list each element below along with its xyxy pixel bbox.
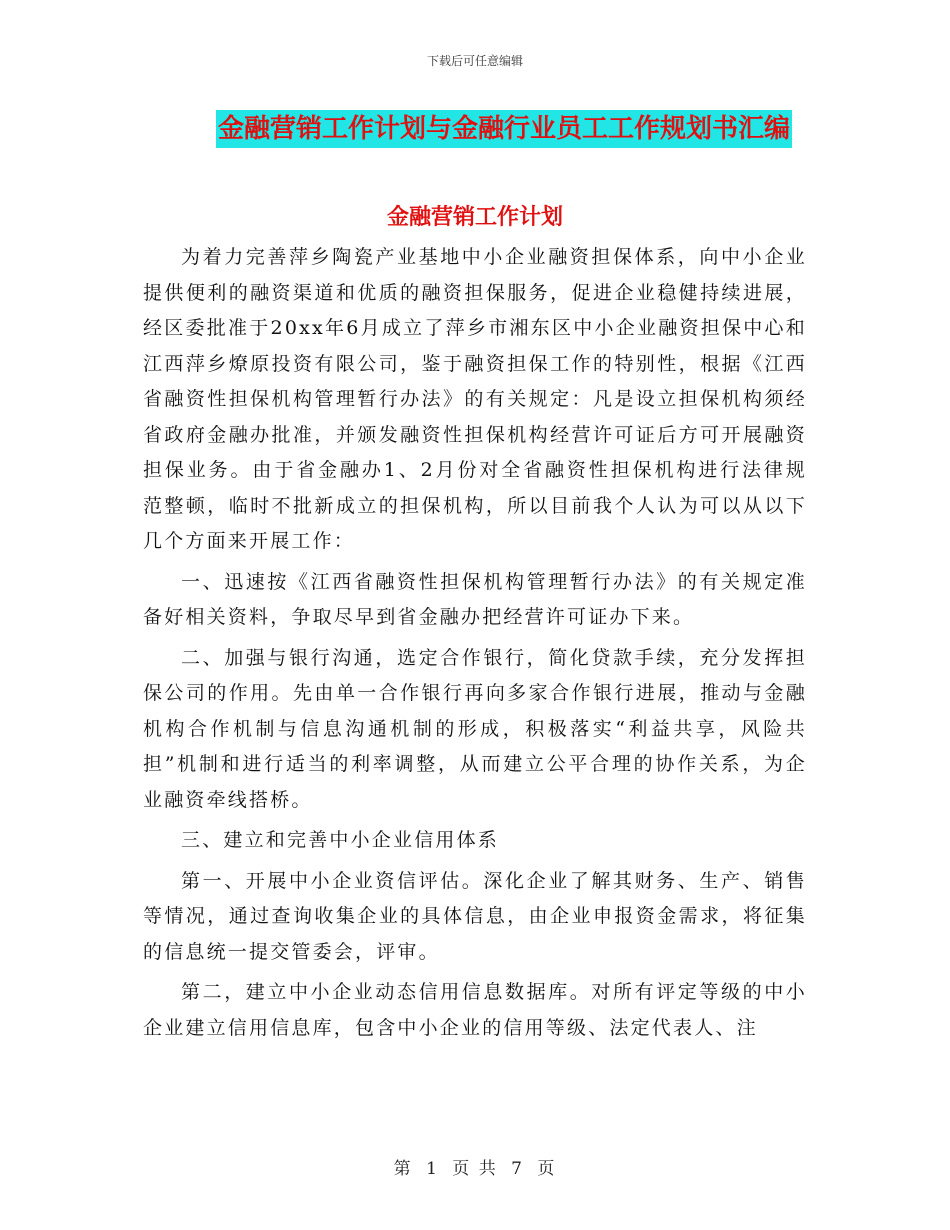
current-page-number: 1: [426, 1159, 439, 1179]
doc-title-container: [0, 110, 950, 148]
paragraph-item-2: 二、加强与银行沟通，选定合作银行，简化贷款手续，充分发挥担保公司的作用。先由单一合作银行再向多家合作银行进展，推动与金融机构合作机制与信息沟通机制的形成，积极落实“利益共享，风险共担”机制和进行适当的利率调整，从而建立公平合理的协作关系，为企业融资牵线搭桥。: [143, 646, 807, 811]
footer-mid: 页 共: [452, 1159, 498, 1179]
paragraph-first-point: 第一、开展中小企业资信评估。深化企业了解其财务、生产、销售等情况，通过查询收集企业的具体信息，由企业申报资金需求，将征集的信息统一提交管委会，评审。: [143, 869, 807, 963]
paragraph-item-1: 一、迅速按《江西省融资性担保机构管理暂行办法》的有关规定准备好相关资料，争取尽早到省金融办把经营许可证办下来。: [143, 570, 807, 628]
footer-prefix: 第: [393, 1159, 413, 1179]
total-page-number: 7: [511, 1159, 524, 1179]
page-footer: [0, 1154, 950, 1179]
paragraph-intro: 为着力完善萍乡陶瓷产业基地中小企业融资担保体系，向中小企业提供便利的融资渠道和优质的融资担保服务，促进企业稳健持续进展，经区委批准于20xx年6月成立了萍乡市湘东区中小企业融资担保中心和江西萍乡燎原投资有限公司，鉴于融资担保工作的特别性，根据《江西省融资性担保机构管理暂行办法》的有关规定：凡是设立担保机构须经省政府金融办批准，并颁发融资性担保机构经营许可证后方可开展融资担保业务。由于省金融办1、2月份对全省融资性担保机构进行法律规范整顿，临时不批新成立的担保机构，所以目前我个人认为可以从以下几个方面来开展工作：: [143, 246, 807, 552]
paragraph-second-point: 第二，建立中小企业动态信用信息数据库。对所有评定等级的中小企业建立信用信息库，包含中小企业的信用等级、法定代表人、注: [143, 981, 807, 1039]
footer-suffix: 页: [537, 1159, 557, 1179]
document-title: 金融营销工作计划与金融行业员工工作规划书汇编: [216, 110, 792, 148]
section-title: 金融营销工作计划: [386, 205, 563, 230]
paragraph-item-3-heading: 三、建立和完善中小企业信用体系: [181, 829, 500, 851]
header-note: 下载后可任意编辑: [426, 54, 523, 68]
document-body: [143, 240, 807, 1046]
